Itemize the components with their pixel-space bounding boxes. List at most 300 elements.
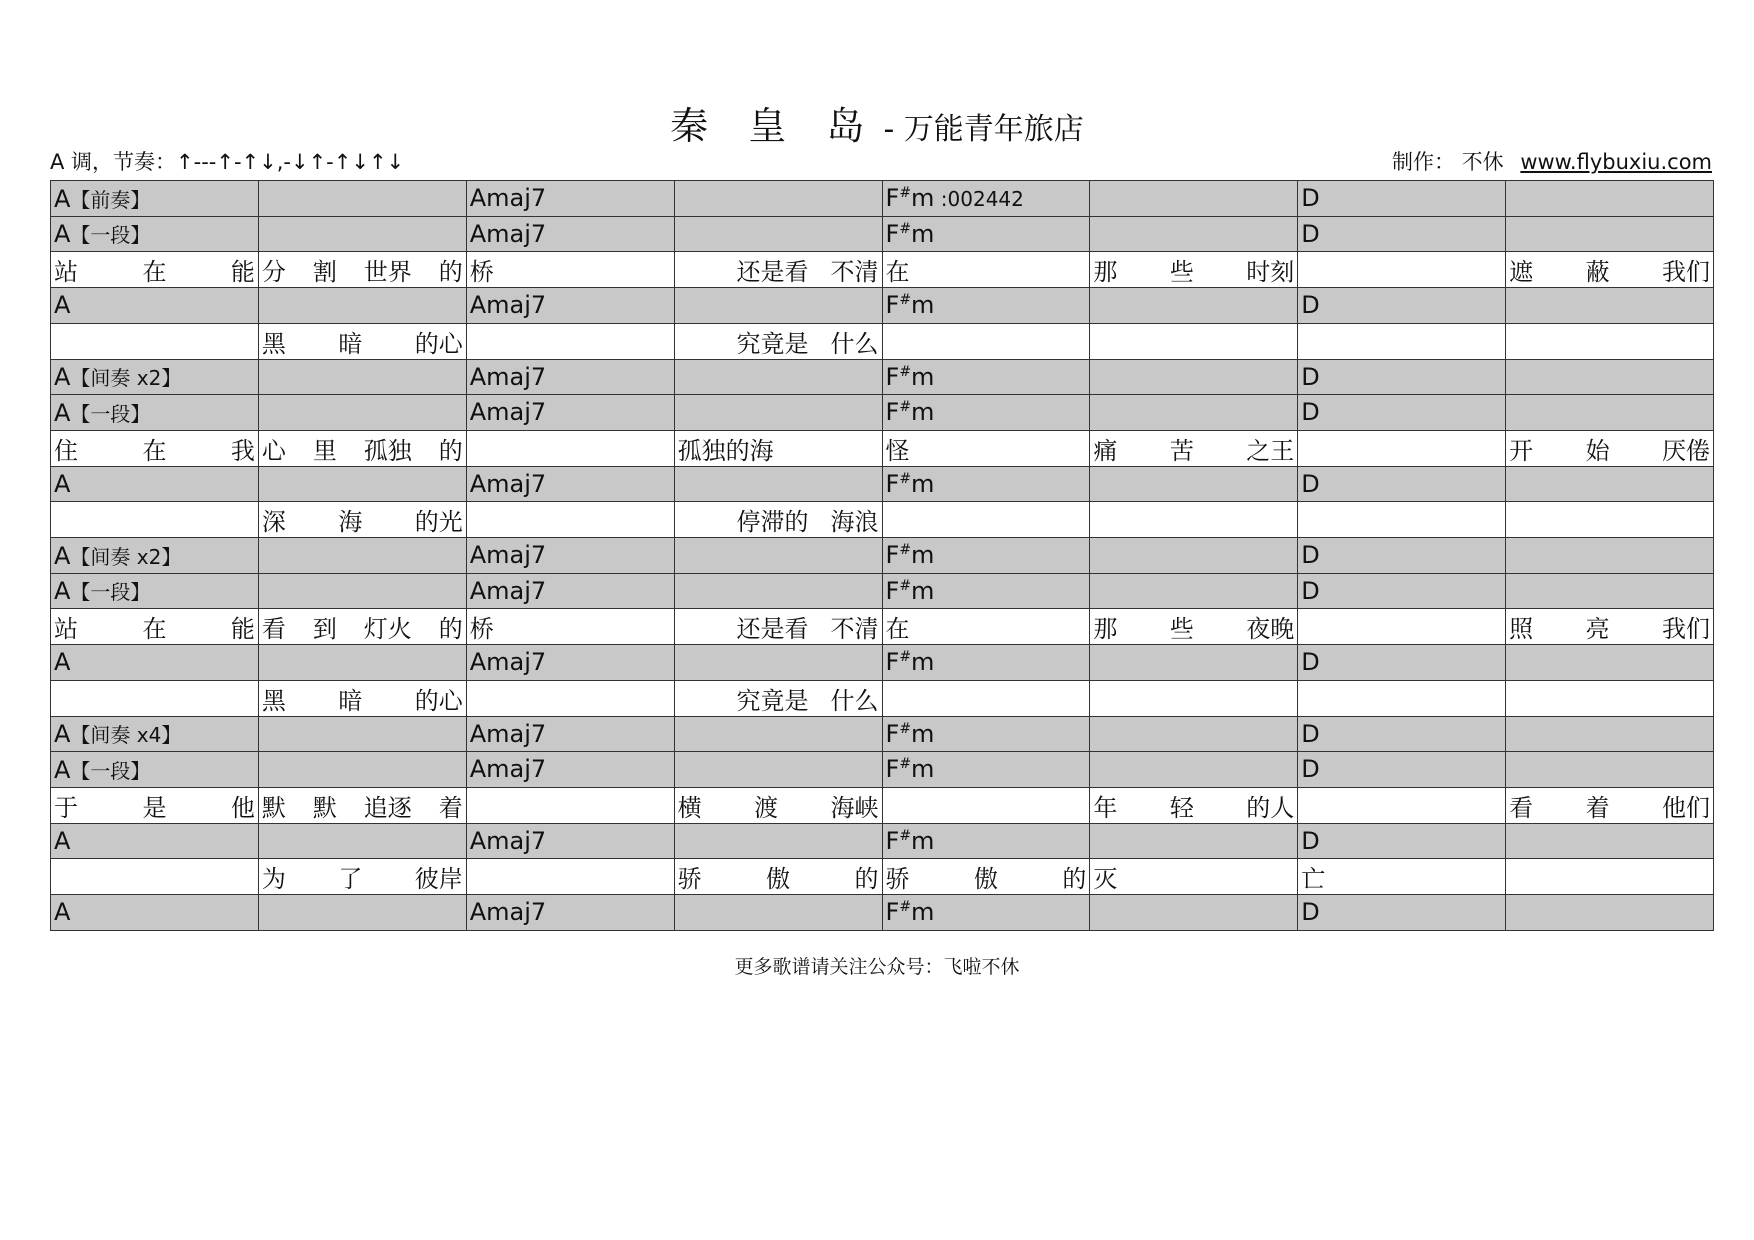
chord-cell: [466, 216, 674, 252]
lyric-word: 时刻: [1246, 258, 1295, 286]
chord-cell: [674, 395, 882, 431]
lyric-group: [1093, 788, 1294, 823]
lyric-word: 站: [54, 615, 78, 643]
lyric-row: [51, 787, 1714, 823]
lyric-word: 什么: [830, 686, 879, 715]
lyric-word: 我们: [1662, 258, 1710, 286]
lyric-word: 亡: [1301, 865, 1326, 893]
lyric-word: 遮: [1509, 258, 1534, 286]
lyric-cell: [466, 859, 674, 895]
chord-fsharp-suffix: m: [911, 219, 935, 248]
lyric-group: [886, 252, 1087, 287]
lyric-word: 到: [312, 615, 337, 643]
lyric-word: 怪: [885, 436, 910, 465]
lyric-group: [678, 609, 879, 644]
chord-cell: [1090, 359, 1298, 395]
chord-cell: [882, 716, 1090, 752]
chord-cell: [674, 359, 882, 395]
chord-cell: [1090, 216, 1298, 252]
chord-cell: [466, 395, 674, 431]
chord-cell: [258, 573, 466, 609]
chord-fsharp-suffix: m: [911, 755, 935, 784]
lyric-group: [262, 681, 463, 716]
chord-cell: [258, 895, 466, 931]
chord-a: A: [54, 363, 71, 392]
chord-fsharp-root: F: [885, 219, 900, 248]
chord-amaj7: Amaj7: [469, 648, 547, 677]
chord-cell: [1506, 823, 1714, 859]
lyric-cell: [1298, 609, 1506, 645]
lyric-word: 桥: [469, 615, 494, 643]
lyric-word: 的: [854, 865, 879, 893]
key-and-rhythm: A 调，节奏：↑---↑-↑↓,-↓↑-↑↓↑↓: [50, 150, 405, 174]
lyric-word: 看: [1509, 793, 1534, 822]
lyric-cell: [882, 787, 1090, 823]
lyric-cell: [258, 502, 466, 538]
chord-cell: [674, 538, 882, 574]
chord-row: [51, 466, 1714, 502]
lyric-word: 还是看: [736, 258, 809, 286]
lyric-word: 不清: [830, 258, 879, 286]
chord-a: A: [54, 648, 71, 677]
lyric-word: 的心: [414, 329, 463, 358]
lyric-cell: [882, 323, 1090, 359]
lyric-word: 不清: [830, 615, 879, 643]
sharp-sign: #: [899, 756, 912, 773]
lyric-word: 能: [230, 258, 255, 286]
chord-cell: [1090, 752, 1298, 788]
chord-cell: [1298, 823, 1506, 859]
lyric-word: 灭: [1093, 865, 1118, 893]
chord-fsharp-root: F: [885, 541, 900, 570]
lyric-group: [1093, 609, 1294, 644]
chord-cell: [1506, 395, 1714, 431]
lyric-group: [54, 252, 255, 287]
lyric-cell: [1298, 680, 1506, 716]
lyric-cell: [258, 787, 466, 823]
chord-d: D: [1301, 398, 1320, 427]
lyric-cell: [674, 323, 882, 359]
lyric-word: 海: [338, 508, 363, 536]
chord-cell: [1506, 466, 1714, 502]
lyric-word: 的光: [414, 508, 463, 536]
song-title: [0, 95, 1754, 150]
chord-cell: [1506, 752, 1714, 788]
lyric-cell: [1506, 430, 1714, 466]
lyric-word: 心: [261, 436, 286, 465]
section-label: 【间奏 x2】: [70, 366, 182, 391]
chord-cell: [882, 538, 1090, 574]
lyric-cell: [1090, 252, 1298, 288]
chord-cell: [674, 181, 882, 217]
lyric-cell: [258, 252, 466, 288]
song-name: 秦 皇 岛: [670, 104, 879, 148]
lyric-group: [1093, 859, 1294, 894]
chord-fsharp-suffix: m: [911, 576, 935, 605]
chord-cell: [51, 538, 259, 574]
credit: [1392, 146, 1712, 176]
lyric-word: 蔽: [1585, 258, 1610, 286]
lyric-row: [51, 430, 1714, 466]
chord-amaj7: Amaj7: [469, 576, 547, 605]
lyric-word: 横: [677, 793, 702, 822]
chord-fsharp-suffix: m: [911, 469, 935, 498]
lyric-cell: [1506, 787, 1714, 823]
section-label: 【一段】: [70, 580, 151, 605]
chord-cell: [1298, 716, 1506, 752]
lyric-word: 分: [261, 258, 286, 286]
lyric-word: 之王: [1246, 436, 1295, 465]
lyric-word: 我们: [1662, 615, 1710, 643]
lyric-group: [1093, 431, 1294, 466]
chord-cell: [258, 752, 466, 788]
chord-amaj7: Amaj7: [469, 541, 547, 570]
lyric-word: 亮: [1585, 615, 1610, 643]
lyric-group: [886, 859, 1087, 894]
lyric-cell: [1506, 680, 1714, 716]
lyric-word: 傲: [973, 865, 998, 893]
lyric-cell: [882, 502, 1090, 538]
chord-d: D: [1301, 826, 1320, 855]
lyric-cell: [466, 502, 674, 538]
lyric-word: 那: [1093, 258, 1118, 286]
chord-cell: [466, 895, 674, 931]
lyric-word: 我: [230, 436, 255, 465]
chord-cell: [882, 823, 1090, 859]
chord-cell: [1506, 573, 1714, 609]
chord-amaj7: Amaj7: [469, 898, 547, 927]
chord-a: A: [54, 398, 71, 427]
chord-cell: [51, 895, 259, 931]
lyric-cell: [258, 430, 466, 466]
sharp-sign: #: [899, 399, 912, 416]
lyric-row: [51, 609, 1714, 645]
lyric-group: [678, 859, 879, 894]
chord-d: D: [1301, 541, 1320, 570]
chord-cell: [466, 716, 674, 752]
lyric-cell: [466, 323, 674, 359]
lyric-word: 痛: [1093, 436, 1118, 465]
chord-amaj7: Amaj7: [469, 291, 547, 320]
lyric-word: 的: [438, 436, 463, 465]
chord-cell: [51, 752, 259, 788]
chord-a: A: [54, 469, 71, 498]
lyric-cell: [258, 323, 466, 359]
sharp-sign: #: [899, 220, 912, 237]
chord-fsharp-root: F: [885, 398, 900, 427]
lyric-cell: [1298, 252, 1506, 288]
chord-cell: [51, 181, 259, 217]
lyric-cell: [466, 430, 674, 466]
lyric-word: 默: [261, 793, 286, 822]
lyric-cell: [1090, 502, 1298, 538]
chord-d: D: [1301, 184, 1320, 213]
chord-cell: [882, 895, 1090, 931]
lyric-cell: [466, 609, 674, 645]
chord-cell: [51, 466, 259, 502]
chord-cell: [882, 466, 1090, 502]
lyric-cell: [258, 609, 466, 645]
lyric-group: [886, 609, 1087, 644]
chord-cell: [674, 288, 882, 324]
chord-cell: [1090, 538, 1298, 574]
lyric-group: [262, 788, 463, 823]
lyric-cell: [1298, 430, 1506, 466]
lyric-word: 的: [438, 258, 463, 286]
chord-cell: [51, 573, 259, 609]
lyric-word: 黑: [261, 329, 286, 358]
section-label: 【前奏】: [70, 187, 151, 212]
sharp-sign: #: [899, 470, 912, 487]
lyric-cell: [51, 787, 259, 823]
chord-cell: [466, 538, 674, 574]
lyric-word: 些: [1169, 258, 1194, 286]
section-label: 【一段】: [70, 401, 151, 426]
chord-row: [51, 216, 1714, 252]
chord-cell: [1090, 716, 1298, 752]
chord-cell: [674, 823, 882, 859]
lyric-row: [51, 252, 1714, 288]
chord-cell: [258, 823, 466, 859]
chord-amaj7: Amaj7: [469, 755, 547, 784]
chord-cell: [674, 645, 882, 681]
chord-a: A: [54, 577, 71, 606]
lyric-cell: [882, 859, 1090, 895]
lyric-cell: [674, 502, 882, 538]
lyric-cell: [1298, 323, 1506, 359]
lyric-word: 追逐: [363, 793, 412, 822]
chord-fsharp-root: F: [885, 184, 900, 213]
chord-cell: [674, 752, 882, 788]
chord-cell: [51, 716, 259, 752]
lyric-cell: [1506, 609, 1714, 645]
chord-cell: [466, 359, 674, 395]
chord-fsharp-root: F: [885, 826, 900, 855]
lyric-word: 孤独的海: [677, 436, 774, 465]
lyric-cell: [258, 680, 466, 716]
chord-amaj7: Amaj7: [469, 719, 547, 748]
chord-cell: [258, 216, 466, 252]
chord-cell: [882, 181, 1090, 217]
chord-fsharp-root: F: [885, 576, 900, 605]
lyric-word: 渡: [754, 793, 779, 822]
chord-row: [51, 359, 1714, 395]
chord-cell: [1090, 823, 1298, 859]
sharp-sign: #: [899, 827, 912, 844]
chord-cell: [882, 395, 1090, 431]
lyric-word: 究竟是: [736, 686, 809, 715]
lyric-cell: [1090, 323, 1298, 359]
chord-fsharp-suffix: m: [911, 291, 935, 320]
chord-a: A: [54, 291, 71, 320]
chord-a: A: [54, 220, 71, 249]
chord-fsharp-root: F: [885, 648, 900, 677]
lyric-group: [678, 788, 879, 823]
chord-cell: [258, 359, 466, 395]
credit-site-link[interactable]: www.flybuxiu.com: [1520, 150, 1712, 174]
lyric-cell: [51, 502, 259, 538]
sharp-sign: #: [899, 542, 912, 559]
chord-amaj7: Amaj7: [469, 398, 547, 427]
chord-cell: [1298, 895, 1506, 931]
chord-cell: [1090, 895, 1298, 931]
lyric-word: 黑: [261, 686, 286, 715]
chord-cell: [1298, 752, 1506, 788]
lyric-cell: [1298, 502, 1506, 538]
lyric-word: 为: [261, 865, 286, 893]
credit-label: 制作： 不休: [1391, 150, 1504, 174]
sharp-sign: #: [899, 292, 912, 309]
chord-amaj7: Amaj7: [469, 362, 547, 391]
lyric-word: 他: [230, 793, 255, 822]
lyric-cell: [51, 680, 259, 716]
lyric-group: [262, 502, 463, 537]
lyric-group: [678, 252, 879, 287]
chord-cell: [1298, 466, 1506, 502]
chord-row: [51, 645, 1714, 681]
lyric-word: 灯火: [363, 615, 412, 643]
chord-cell: [466, 288, 674, 324]
lyric-word: 些: [1169, 615, 1194, 643]
lyric-cell: [258, 859, 466, 895]
chord-cell: [1298, 645, 1506, 681]
lyric-word: 默: [312, 793, 337, 822]
chord-a: A: [54, 720, 71, 749]
lyric-group: [1509, 431, 1710, 466]
lyric-word: 轻: [1169, 793, 1194, 822]
lyric-word: 深: [261, 508, 286, 536]
lyric-group: [678, 502, 879, 537]
chord-amaj7: Amaj7: [469, 469, 547, 498]
lyric-cell: [674, 252, 882, 288]
chord-cell: [882, 216, 1090, 252]
chord-a: A: [54, 826, 71, 855]
chord-a: A: [54, 184, 71, 213]
chord-cell: [1506, 538, 1714, 574]
lyric-group: [262, 252, 463, 287]
lyric-cell: [882, 430, 1090, 466]
lyric-group: [54, 788, 255, 823]
lyric-word: 在: [142, 615, 167, 643]
lyric-word: 住: [54, 436, 78, 465]
lyric-cell: [1506, 502, 1714, 538]
chord-row: [51, 823, 1714, 859]
lyric-row: [51, 680, 1714, 716]
lyric-row: [51, 323, 1714, 359]
lyric-cell: [674, 430, 882, 466]
chord-cell: [674, 466, 882, 502]
chord-cell: [1506, 645, 1714, 681]
chord-cell: [1506, 716, 1714, 752]
lyric-cell: [466, 680, 674, 716]
lyric-group: [262, 431, 463, 466]
lyric-word: 夜晚: [1246, 615, 1295, 643]
chord-cell: [1506, 359, 1714, 395]
chord-cell: [1506, 181, 1714, 217]
sharp-sign: #: [899, 649, 912, 666]
chord-cell: [1298, 216, 1506, 252]
lyric-cell: [466, 787, 674, 823]
lyric-word: 还是看: [736, 615, 809, 643]
chord-cell: [1090, 288, 1298, 324]
lyric-row: [51, 859, 1714, 895]
chord-fsharp-root: F: [885, 898, 900, 927]
lyric-group: [1301, 859, 1502, 894]
lyric-word: 海浪: [830, 508, 879, 536]
lyric-cell: [1506, 859, 1714, 895]
chord-row: [51, 538, 1714, 574]
chord-d: D: [1301, 755, 1320, 784]
lyric-word: 能: [230, 615, 255, 643]
chord-cell: [882, 645, 1090, 681]
lyric-cell: [882, 680, 1090, 716]
lyric-word: 在: [885, 615, 910, 643]
chord-fsharp-suffix: m: [911, 719, 935, 748]
chord-cell: [1298, 573, 1506, 609]
lyric-word: 着: [438, 793, 463, 822]
lyric-group: [1093, 252, 1294, 287]
chord-cell: [1298, 395, 1506, 431]
lyric-group: [886, 431, 1087, 466]
lyric-word: 的人: [1246, 793, 1295, 822]
chord-cell: [258, 645, 466, 681]
lyric-word: 着: [1585, 793, 1610, 822]
lyric-cell: [674, 609, 882, 645]
lyric-word: 是: [142, 793, 167, 822]
chord-row: [51, 716, 1714, 752]
chord-fsharp-suffix: m: [911, 648, 935, 677]
chord-fsharp-suffix: m: [911, 541, 935, 570]
chord-amaj7: Amaj7: [469, 219, 547, 248]
chord-cell: [51, 359, 259, 395]
sharp-sign: #: [899, 363, 912, 380]
lyric-cell: [1090, 609, 1298, 645]
lyric-cell: [674, 859, 882, 895]
lyric-word: 在: [885, 258, 910, 286]
chord-cell: [466, 181, 674, 217]
chord-d: D: [1301, 219, 1320, 248]
lyric-group: [1509, 788, 1710, 823]
section-label: 【间奏 x4】: [70, 723, 182, 748]
lyric-word: 暗: [338, 686, 363, 715]
chord-a: A: [54, 755, 71, 784]
chord-cell: [466, 823, 674, 859]
section-label: 【间奏 x2】: [70, 544, 182, 569]
lyric-cell: [1506, 323, 1714, 359]
lyric-word: 照: [1509, 615, 1534, 643]
lyric-group: [54, 609, 255, 644]
lyric-word: 厌倦: [1662, 436, 1710, 465]
lyric-word: 傲: [766, 865, 791, 893]
chord-cell: [258, 181, 466, 217]
lyric-group: [678, 681, 879, 716]
lyric-group: [54, 431, 255, 466]
lyric-cell: [674, 787, 882, 823]
chord-cell: [258, 716, 466, 752]
lyric-group: [1509, 609, 1710, 644]
lyric-cell: [51, 323, 259, 359]
lyric-cell: [1090, 787, 1298, 823]
lyric-word: 骄: [885, 865, 910, 893]
lyric-cell: [51, 859, 259, 895]
lyric-word: 始: [1585, 436, 1610, 465]
section-label: 【一段】: [70, 223, 151, 248]
chord-fsharp-suffix: m: [911, 362, 935, 391]
lyric-word: 那: [1093, 615, 1118, 643]
sharp-sign: #: [899, 899, 912, 916]
lyric-cell: [1090, 859, 1298, 895]
chord-cell: [1298, 288, 1506, 324]
